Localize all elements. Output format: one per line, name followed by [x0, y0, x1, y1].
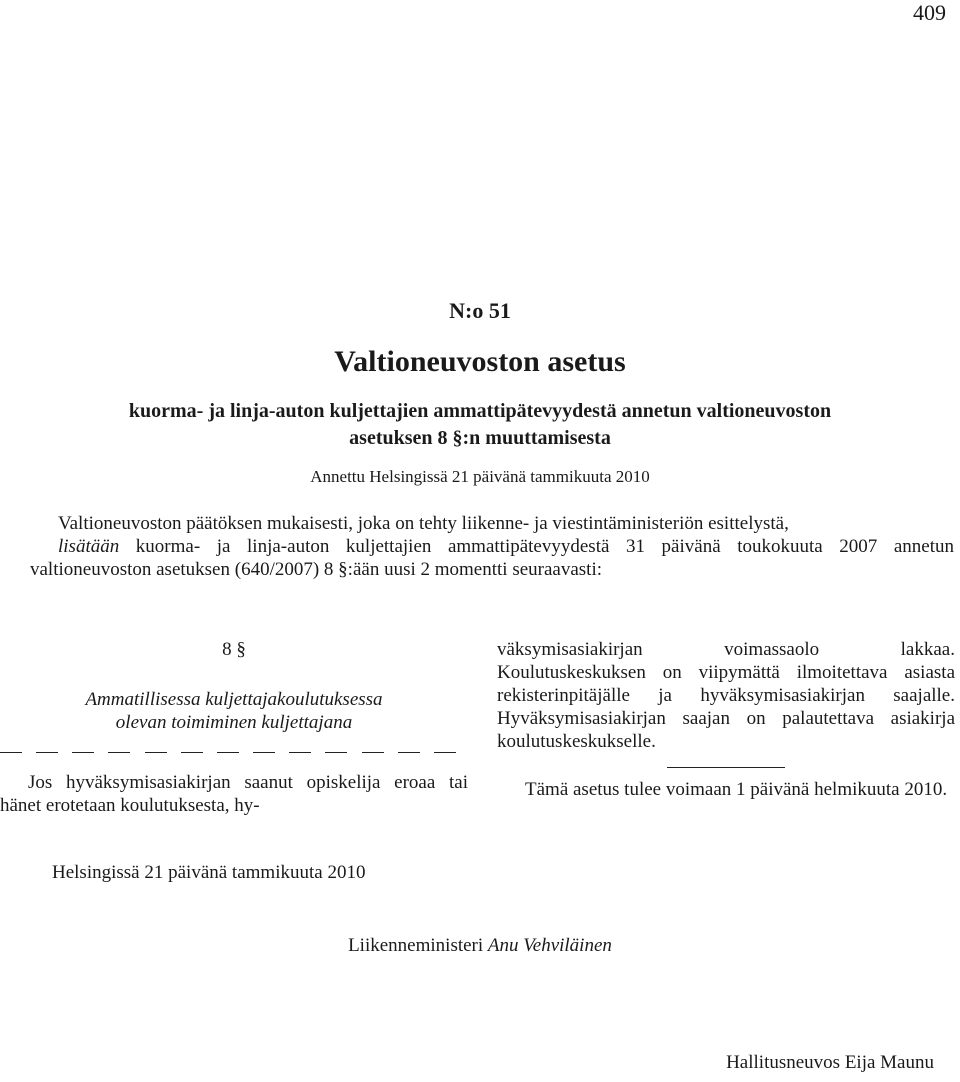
given-date: Annettu Helsingissä 21 päivänä tammikuuta 2010: [310, 467, 650, 486]
place-and-date: Helsingissä 21 päivänä tammikuuta 2010: [52, 862, 366, 883]
subtitle: [0, 398, 960, 452]
divider: [667, 767, 785, 768]
section-left-text: Jos hyväksymisasiakirjan saanut opiskelija eroaa tai hänet erotetaan koulutuksesta, hy-: [0, 772, 468, 816]
intro-paragraph-1: Valtioneuvoston päätöksen mukaisesti, joka on tehty liikenne- ja viestintäministeriön esittelystä,: [58, 513, 789, 534]
signer-counsellor: Hallitusneuvos Eija Maunu: [726, 1052, 934, 1073]
omission-dashes: [0, 752, 468, 753]
subtitle-line-1: kuorma- ja linja-auton kuljettajien ammattipätevyydestä annetun valtioneuvoston: [128, 400, 832, 422]
section-number: 8 §: [222, 639, 246, 660]
signer-minister-role: Liikenneministeri: [348, 935, 484, 956]
left-column: [0, 638, 468, 817]
intro-text: [30, 512, 954, 581]
subtitle-line-2: asetuksen 8 §:n muuttamisesta: [349, 427, 611, 449]
page-number: 409: [913, 0, 946, 25]
page-title: Valtioneuvoston asetus: [334, 345, 626, 378]
signer-minister-name: Anu Vehviläinen: [487, 935, 612, 956]
section-right-text: väksymisasiakirjan voimassaolo lakkaa. Koulutuskeskuksen on viipymättä ilmoitettava asiasta rekisterinpitäjälle ja hyväksymisasiakirjan saajalle. Hyväksymisasiakirjan saajan on palautettava asiakirja koulutuskeskukselle.: [497, 639, 955, 752]
statute-number: N:o 51: [449, 298, 511, 323]
intro-paragraph-2: [30, 535, 954, 581]
section-title-line-1: Ammatillisessa kuljettajakoulutuksessa: [85, 689, 383, 710]
right-column: [497, 638, 955, 801]
section-title-line-2: olevan toimiminen kuljettajana: [115, 712, 353, 733]
signer-minister: [0, 935, 960, 957]
intro-paragraph-2-text: kuorma- ja linja-auton kuljettajien ammattipätevyydestä 31 päivänä toukokuuta 2007 annetun valtioneuvoston asetuksen (640/2007) 8 §:ään uusi 2 momentti seuraavasti:: [30, 536, 954, 580]
entry-into-force: Tämä asetus tulee voimaan 1 päivänä helmikuuta 2010.: [525, 779, 948, 800]
intro-keyword: lisätään: [58, 536, 120, 557]
